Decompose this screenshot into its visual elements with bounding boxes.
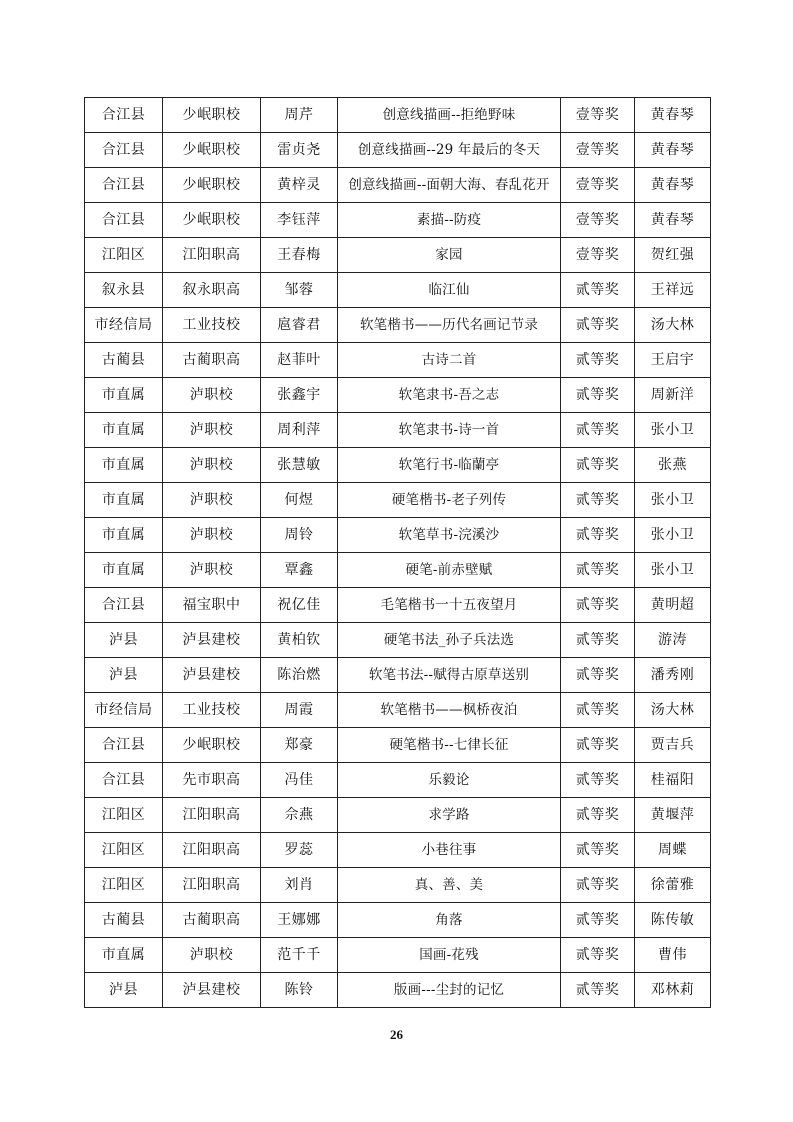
award-level-cell: 贰等奖 [561, 623, 635, 658]
student-name-cell: 冯佳 [261, 763, 338, 798]
school-cell: 泸县建校 [163, 658, 261, 693]
table-row [85, 693, 711, 728]
school-cell: 工业技校 [163, 308, 261, 343]
table-row [85, 483, 711, 518]
table-row [85, 273, 711, 308]
school-cell: 泸职校 [163, 518, 261, 553]
teacher-name-cell: 黄堰萍 [635, 798, 711, 833]
district-cell: 叙永县 [85, 273, 163, 308]
teacher-name-cell: 汤大林 [635, 693, 711, 728]
table-row [85, 903, 711, 938]
work-title-cell: 创意线描画--拒绝野味 [338, 98, 561, 133]
teacher-name-cell: 潘秀刚 [635, 658, 711, 693]
school-cell: 江阳职高 [163, 238, 261, 273]
table-row [85, 623, 711, 658]
district-cell: 市经信局 [85, 693, 163, 728]
table-row [85, 553, 711, 588]
table-row [85, 448, 711, 483]
student-name-cell: 刘肖 [261, 868, 338, 903]
teacher-name-cell: 张小卫 [635, 483, 711, 518]
student-name-cell: 赵菲叶 [261, 343, 338, 378]
student-name-cell: 何煜 [261, 483, 338, 518]
school-cell: 泸县建校 [163, 973, 261, 1008]
student-name-cell: 王春梅 [261, 238, 338, 273]
school-cell: 福宝职中 [163, 588, 261, 623]
district-cell: 合江县 [85, 168, 163, 203]
district-cell: 市直属 [85, 483, 163, 518]
table-row [85, 98, 711, 133]
student-name-cell: 邹蓉 [261, 273, 338, 308]
work-title-cell: 毛笔楷书一十五夜望月 [338, 588, 561, 623]
school-cell: 泸职校 [163, 553, 261, 588]
work-title-cell: 角落 [338, 903, 561, 938]
teacher-name-cell: 王祥远 [635, 273, 711, 308]
work-title-cell: 求学路 [338, 798, 561, 833]
award-level-cell: 贰等奖 [561, 693, 635, 728]
table-row [85, 833, 711, 868]
table-row [85, 973, 711, 1008]
work-title-cell: 硬笔楷书--七律长征 [338, 728, 561, 763]
work-title-cell: 硬笔-前赤壁赋 [338, 553, 561, 588]
school-cell: 少岷职校 [163, 168, 261, 203]
award-level-cell: 壹等奖 [561, 133, 635, 168]
work-title-cell: 真、善、美 [338, 868, 561, 903]
award-level-cell: 贰等奖 [561, 658, 635, 693]
teacher-name-cell: 张燕 [635, 448, 711, 483]
school-cell: 叙永职高 [163, 273, 261, 308]
award-level-cell: 壹等奖 [561, 238, 635, 273]
work-title-cell: 硬笔楷书-老子列传 [338, 483, 561, 518]
teacher-name-cell: 黄明超 [635, 588, 711, 623]
award-level-cell: 贰等奖 [561, 798, 635, 833]
teacher-name-cell: 陈传敏 [635, 903, 711, 938]
award-level-cell: 贰等奖 [561, 938, 635, 973]
table-row [85, 588, 711, 623]
awards-table-body [85, 98, 711, 1008]
teacher-name-cell: 黄春琴 [635, 203, 711, 238]
district-cell: 合江县 [85, 98, 163, 133]
district-cell: 合江县 [85, 133, 163, 168]
student-name-cell: 范千千 [261, 938, 338, 973]
district-cell: 古蔺县 [85, 903, 163, 938]
work-title-cell: 家园 [338, 238, 561, 273]
school-cell: 泸职校 [163, 938, 261, 973]
page-number: 26 [390, 1027, 403, 1042]
award-level-cell: 贰等奖 [561, 868, 635, 903]
award-level-cell: 壹等奖 [561, 203, 635, 238]
table-row [85, 728, 711, 763]
work-title-cell: 乐毅论 [338, 763, 561, 798]
work-title-cell: 软笔隶书-诗一首 [338, 413, 561, 448]
school-cell: 江阳职高 [163, 833, 261, 868]
district-cell: 市直属 [85, 553, 163, 588]
student-name-cell: 张慧敏 [261, 448, 338, 483]
district-cell: 合江县 [85, 763, 163, 798]
table-row [85, 658, 711, 693]
award-level-cell: 贰等奖 [561, 728, 635, 763]
school-cell: 少岷职校 [163, 203, 261, 238]
table-row [85, 763, 711, 798]
school-cell: 先市职高 [163, 763, 261, 798]
award-level-cell: 壹等奖 [561, 98, 635, 133]
award-level-cell: 贰等奖 [561, 903, 635, 938]
work-title-cell: 硬笔书法_孙子兵法选 [338, 623, 561, 658]
district-cell: 市直属 [85, 413, 163, 448]
award-level-cell: 贰等奖 [561, 378, 635, 413]
table-row [85, 133, 711, 168]
teacher-name-cell: 徐蕾雅 [635, 868, 711, 903]
student-name-cell: 周铃 [261, 518, 338, 553]
table-row [85, 518, 711, 553]
work-title-cell: 软笔草书-浣溪沙 [338, 518, 561, 553]
table-row [85, 938, 711, 973]
student-name-cell: 周利萍 [261, 413, 338, 448]
work-title-cell: 软笔隶书-吾之志 [338, 378, 561, 413]
teacher-name-cell: 贺红强 [635, 238, 711, 273]
school-cell: 古蔺职高 [163, 343, 261, 378]
table-row [85, 238, 711, 273]
teacher-name-cell: 黄春琴 [635, 168, 711, 203]
district-cell: 合江县 [85, 728, 163, 763]
table-row [85, 868, 711, 903]
award-level-cell: 贰等奖 [561, 308, 635, 343]
teacher-name-cell: 周蝶 [635, 833, 711, 868]
award-level-cell: 贰等奖 [561, 518, 635, 553]
awards-sheet [84, 97, 710, 1008]
district-cell: 泸县 [85, 658, 163, 693]
table-row [85, 413, 711, 448]
student-name-cell: 陈治燃 [261, 658, 338, 693]
district-cell: 合江县 [85, 588, 163, 623]
award-level-cell: 贰等奖 [561, 448, 635, 483]
district-cell: 古蔺县 [85, 343, 163, 378]
work-title-cell: 素描--防疫 [338, 203, 561, 238]
district-cell: 泸县 [85, 973, 163, 1008]
teacher-name-cell: 贾吉兵 [635, 728, 711, 763]
award-level-cell: 贰等奖 [561, 833, 635, 868]
teacher-name-cell: 游涛 [635, 623, 711, 658]
district-cell: 江阳区 [85, 833, 163, 868]
student-name-cell: 周霞 [261, 693, 338, 728]
student-name-cell: 周芹 [261, 98, 338, 133]
work-title-cell: 小巷往事 [338, 833, 561, 868]
student-name-cell: 罗蕊 [261, 833, 338, 868]
student-name-cell: 祝亿佳 [261, 588, 338, 623]
award-level-cell: 贰等奖 [561, 973, 635, 1008]
district-cell: 市直属 [85, 448, 163, 483]
school-cell: 少岷职校 [163, 728, 261, 763]
work-title-cell: 国画-花残 [338, 938, 561, 973]
school-cell: 少岷职校 [163, 98, 261, 133]
teacher-name-cell: 黄春琴 [635, 98, 711, 133]
teacher-name-cell: 周新洋 [635, 378, 711, 413]
work-title-cell: 古诗二首 [338, 343, 561, 378]
work-title-cell: 创意线描画--29 年最后的冬天 [338, 133, 561, 168]
school-cell: 古蔺职高 [163, 903, 261, 938]
district-cell: 泸县 [85, 623, 163, 658]
teacher-name-cell: 王启宇 [635, 343, 711, 378]
table-row [85, 308, 711, 343]
student-name-cell: 陈铃 [261, 973, 338, 1008]
student-name-cell: 佘燕 [261, 798, 338, 833]
award-level-cell: 壹等奖 [561, 168, 635, 203]
district-cell: 市直属 [85, 378, 163, 413]
table-row [85, 378, 711, 413]
awards-table [84, 97, 711, 1008]
award-level-cell: 贰等奖 [561, 588, 635, 623]
school-cell: 江阳职高 [163, 798, 261, 833]
student-name-cell: 覃鑫 [261, 553, 338, 588]
district-cell: 江阳区 [85, 798, 163, 833]
student-name-cell: 张鑫宇 [261, 378, 338, 413]
school-cell: 泸职校 [163, 413, 261, 448]
student-name-cell: 李钰萍 [261, 203, 338, 238]
work-title-cell: 版画---尘封的记忆 [338, 973, 561, 1008]
teacher-name-cell: 张小卫 [635, 553, 711, 588]
teacher-name-cell: 桂福阳 [635, 763, 711, 798]
school-cell: 少岷职校 [163, 133, 261, 168]
student-name-cell: 扈睿君 [261, 308, 338, 343]
district-cell: 合江县 [85, 203, 163, 238]
student-name-cell: 黄梓灵 [261, 168, 338, 203]
work-title-cell: 软笔书法--赋得古原草送别 [338, 658, 561, 693]
teacher-name-cell: 张小卫 [635, 413, 711, 448]
district-cell: 市经信局 [85, 308, 163, 343]
award-level-cell: 贰等奖 [561, 483, 635, 518]
district-cell: 市直属 [85, 518, 163, 553]
table-row [85, 168, 711, 203]
work-title-cell: 软笔楷书——枫桥夜泊 [338, 693, 561, 728]
award-level-cell: 贰等奖 [561, 763, 635, 798]
student-name-cell: 郑豪 [261, 728, 338, 763]
student-name-cell: 王娜娜 [261, 903, 338, 938]
teacher-name-cell: 邓林莉 [635, 973, 711, 1008]
award-level-cell: 贰等奖 [561, 343, 635, 378]
district-cell: 江阳区 [85, 868, 163, 903]
award-level-cell: 贰等奖 [561, 553, 635, 588]
school-cell: 江阳职高 [163, 868, 261, 903]
school-cell: 泸职校 [163, 483, 261, 518]
school-cell: 泸职校 [163, 378, 261, 413]
table-row [85, 343, 711, 378]
table-row [85, 203, 711, 238]
work-title-cell: 创意线描画--面朝大海、春乱花开 [338, 168, 561, 203]
school-cell: 泸职校 [163, 448, 261, 483]
school-cell: 工业技校 [163, 693, 261, 728]
work-title-cell: 软笔楷书——历代名画记节录 [338, 308, 561, 343]
work-title-cell: 软笔行书-临蘭亭 [338, 448, 561, 483]
district-cell: 市直属 [85, 938, 163, 973]
teacher-name-cell: 曹伟 [635, 938, 711, 973]
award-level-cell: 贰等奖 [561, 273, 635, 308]
table-row [85, 798, 711, 833]
work-title-cell: 临江仙 [338, 273, 561, 308]
student-name-cell: 雷贞尧 [261, 133, 338, 168]
district-cell: 江阳区 [85, 238, 163, 273]
teacher-name-cell: 黄春琴 [635, 133, 711, 168]
student-name-cell: 黄柏钦 [261, 623, 338, 658]
award-level-cell: 贰等奖 [561, 413, 635, 448]
school-cell: 泸县建校 [163, 623, 261, 658]
teacher-name-cell: 张小卫 [635, 518, 711, 553]
teacher-name-cell: 汤大林 [635, 308, 711, 343]
